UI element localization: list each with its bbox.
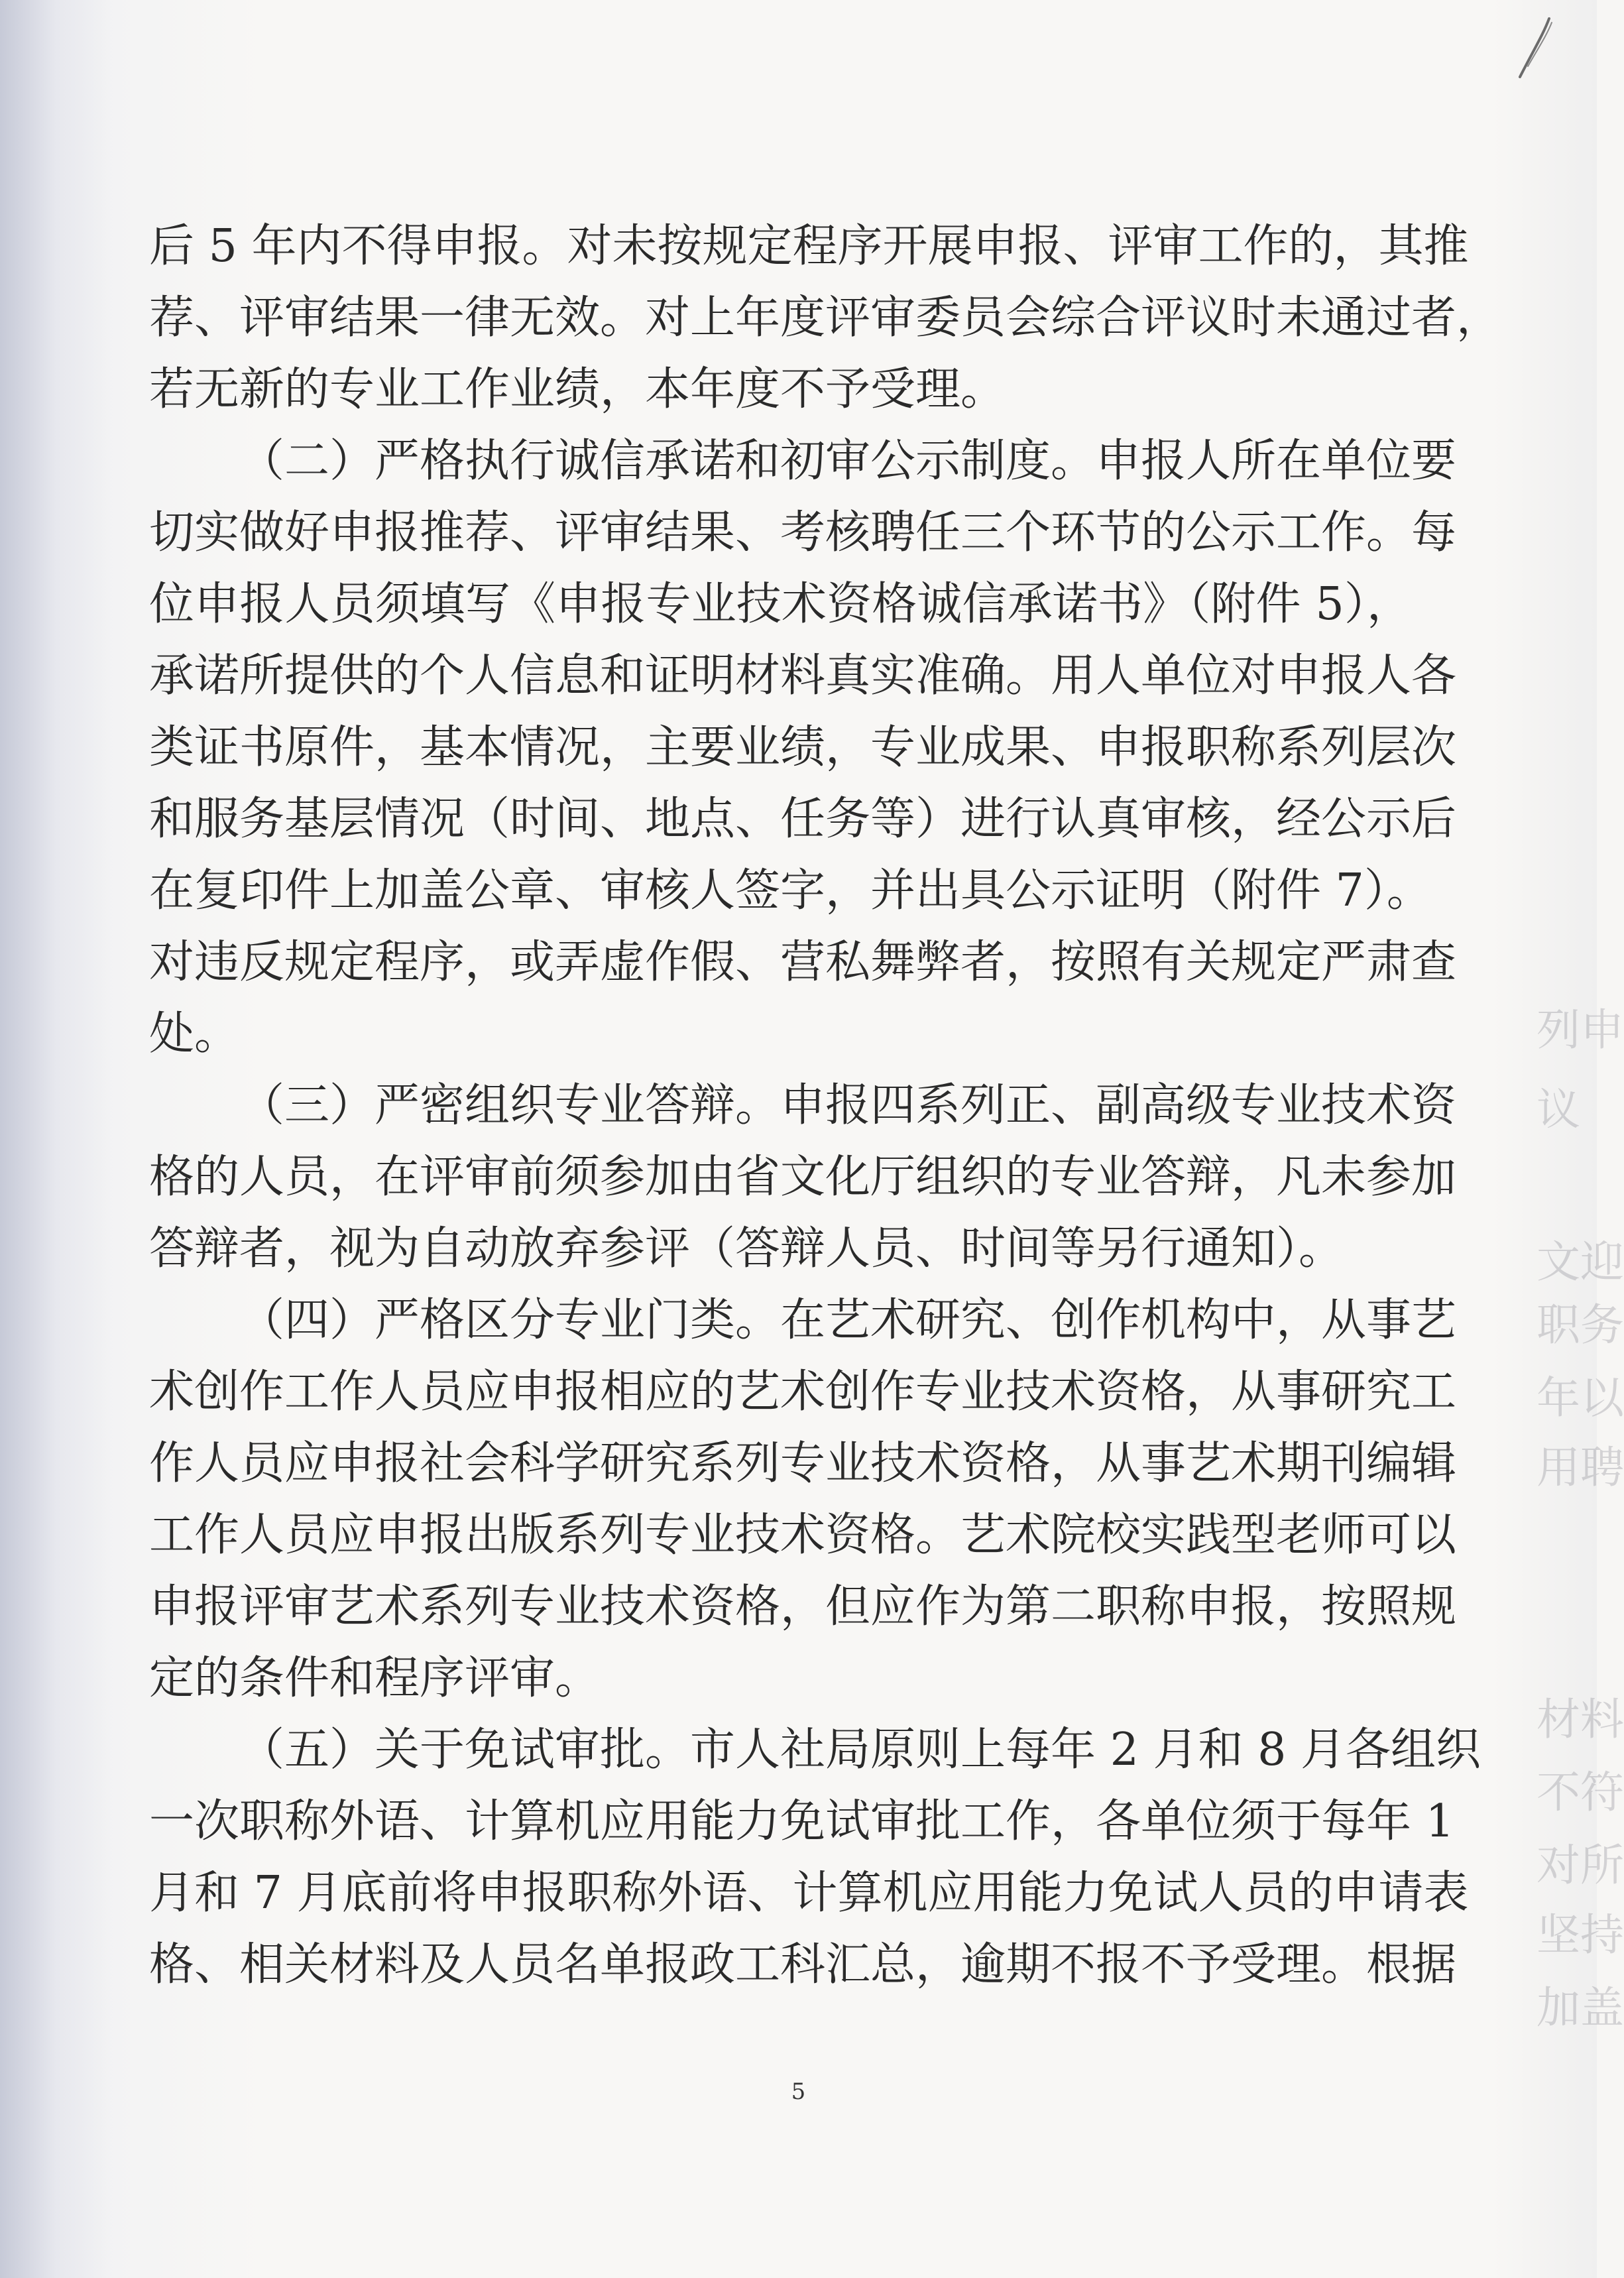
binding-shadow [0, 0, 113, 2278]
text-line: 格、相关材料及人员名单报政工科汇总，逾期不报不予受理。根据 [149, 1939, 1457, 1991]
bleed-through-item: 议 [1537, 1084, 1580, 1135]
text-line: 对违反规定程序，或弄虚作假、营私舞弊者，按照有关规定严肃查 [149, 936, 1457, 989]
text-line: 申报评审艺术系列专业技术资格，但应作为第二职称申报，按照规 [149, 1581, 1457, 1633]
bleed-through-item: 对所 [1537, 1840, 1624, 1891]
text-line: （四）严格区分专业门类。在艺术研究、创作机构中，从事艺 [239, 1294, 1457, 1347]
text-line: （二）严格执行诚信承诺和初审公示制度。申报人所在单位要 [239, 435, 1457, 487]
text-line: 切实做好申报推荐、评审结果、考核聘任三个环节的公示工作。每 [149, 507, 1457, 559]
bleed-through-item: 年以 [1537, 1372, 1624, 1423]
bleed-through-item: 加盖 [1537, 1982, 1624, 2033]
bleed-through-item: 坚持 [1537, 1909, 1624, 1960]
text-line: 格的人员，在评审前须参加由省文化厅组织的专业答辩，凡未参加 [149, 1151, 1457, 1203]
text-line: （三）严密组织专业答辩。申报四系列正、副高级专业技术资 [239, 1079, 1457, 1132]
page-number: 5 [791, 2078, 806, 2105]
bleed-through-item: 职务 [1537, 1299, 1624, 1350]
bleed-through-item: 用聘 [1537, 1442, 1624, 1493]
bleed-through-item: 不符 [1537, 1767, 1624, 1818]
text-line: 作人员应申报社会科学研究系列专业技术资格，从事艺术期刊编辑 [149, 1437, 1457, 1490]
text-line: 月和 7 月底前将申报职称外语、计算机应用能力免试人员的申请表 [149, 1867, 1469, 1919]
text-line: 处。 [149, 1008, 240, 1060]
bleed-through-text [1525, 0, 1624, 2278]
bleed-through-item: 文迎 [1537, 1236, 1624, 1288]
text-line: 后 5 年内不得申报。对未按规定程序开展申报、评审工作的，其推 [149, 220, 1469, 272]
bleed-through-item: 列申 [1537, 1004, 1624, 1055]
text-line: 位申报人员须填写《申报专业技术资格诚信承诺书》（附件 5）， [149, 578, 1412, 630]
text-line: 在复印件上加盖公章、审核人签字，并出具公示证明（附件 7）。 [149, 865, 1432, 917]
text-line: 定的条件和程序评审。 [149, 1652, 601, 1705]
text-line: 术创作工作人员应申报相应的艺术创作专业技术资格，从事研究工 [149, 1366, 1457, 1418]
text-line: 荐、评审结果一律无效。对上年度评审委员会综合评议时未通过者， [149, 292, 1502, 344]
bleed-through-item: 材料 [1537, 1694, 1624, 1745]
text-line: （五）关于免试审批。市人社局原则上每年 2 月和 8 月各组织 [239, 1724, 1481, 1776]
text-line: 一次职称外语、计算机应用能力免试审批工作，各单位须于每年 1 [149, 1795, 1454, 1848]
text-line: 类证书原件，基本情况，主要业绩，专业成果、申报职称系列层次 [149, 721, 1457, 774]
text-line: 和服务基层情况（时间、地点、任务等）进行认真审核，经公示后 [149, 793, 1457, 845]
text-line: 若无新的专业工作业绩，本年度不予受理。 [149, 363, 1006, 416]
body-text [149, 211, 1502, 2001]
text-line: 答辩者，视为自动放弃参评（答辩人员、时间等另行通知）。 [149, 1223, 1344, 1275]
text-line: 承诺所提供的个人信息和证明材料真实准确。用人单位对申报人各 [149, 650, 1457, 702]
text-line: 工作人员应申报出版系列专业技术资格。艺术院校实践型老师可以 [149, 1509, 1457, 1561]
